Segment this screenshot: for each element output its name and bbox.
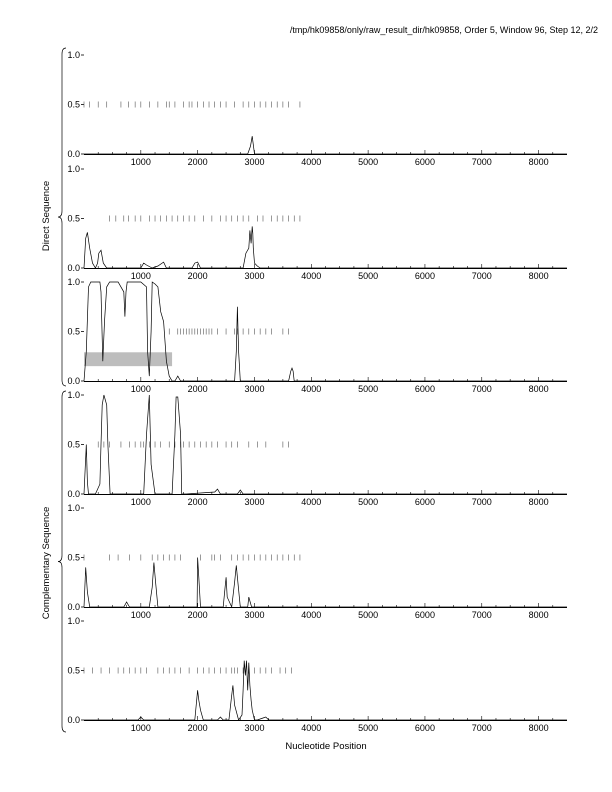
x-tick-label: 6000 — [414, 157, 435, 167]
x-tick-label: 5000 — [358, 384, 379, 394]
series-line — [84, 395, 567, 494]
y-tick-label: 0.0 — [67, 263, 80, 273]
y-tick-label: 0.5 — [67, 552, 80, 563]
y-tick-label: 1.0 — [67, 164, 80, 174]
x-tick-label: 3000 — [244, 497, 265, 507]
y-tick-label: 0.0 — [67, 715, 80, 725]
x-tick-label: 1000 — [130, 271, 151, 281]
x-tick-label: 6000 — [414, 384, 435, 394]
panel-5 — [67, 503, 567, 620]
x-tick-label: 4000 — [301, 157, 322, 167]
x-tick-label: 2000 — [187, 497, 208, 507]
complementary-sequence-label: Complementary Sequence — [41, 506, 52, 620]
x-tick-label: 5000 — [358, 157, 379, 167]
series-line — [84, 558, 567, 608]
x-tick-label: 2000 — [187, 157, 208, 167]
panel-3 — [67, 277, 567, 394]
x-tick-label: 3000 — [244, 271, 265, 281]
x-tick-label: 4000 — [301, 610, 322, 620]
x-tick-label: 6000 — [414, 271, 435, 281]
y-tick-label: 0.0 — [67, 602, 80, 612]
y-tick-label: 0.0 — [67, 149, 80, 159]
x-tick-label: 3000 — [244, 384, 265, 394]
x-tick-label: 1000 — [130, 497, 151, 507]
series-line — [84, 661, 567, 720]
x-tick-label: 2000 — [187, 610, 208, 620]
series-line — [84, 136, 567, 154]
x-tick-label: 6000 — [414, 723, 435, 733]
x-tick-label: 3000 — [244, 723, 265, 733]
panels-layer — [67, 50, 567, 733]
x-tick-label: 7000 — [471, 497, 492, 507]
x-tick-label: 1000 — [130, 610, 151, 620]
x-tick-label: 5000 — [358, 497, 379, 507]
x-tick-label: 8000 — [528, 610, 549, 620]
x-tick-label: 8000 — [528, 723, 549, 733]
x-tick-label: 3000 — [244, 610, 265, 620]
x-tick-label: 4000 — [301, 271, 322, 281]
x-tick-label: 2000 — [187, 271, 208, 281]
x-tick-label: 7000 — [471, 157, 492, 167]
x-tick-label: 7000 — [471, 723, 492, 733]
series-line — [84, 226, 567, 268]
y-tick-label: 1.0 — [67, 390, 80, 400]
x-tick-label: 1000 — [130, 723, 151, 733]
panel-6 — [67, 616, 567, 733]
y-tick-label: 0.5 — [67, 665, 80, 676]
shaded-region — [84, 352, 172, 366]
x-tick-label: 8000 — [528, 497, 549, 507]
panel-1 — [67, 50, 567, 167]
x-tick-label: 4000 — [301, 723, 322, 733]
x-axis-label: Nucleotide Position — [285, 741, 367, 752]
complementary-group-bracket — [58, 391, 66, 732]
x-tick-label: 5000 — [358, 271, 379, 281]
x-tick-label: 7000 — [471, 384, 492, 394]
x-tick-label: 4000 — [301, 384, 322, 394]
x-tick-label: 8000 — [528, 384, 549, 394]
y-tick-label: 0.5 — [67, 213, 80, 224]
x-tick-label: 5000 — [358, 610, 379, 620]
y-tick-label: 1.0 — [67, 503, 80, 513]
x-tick-label: 7000 — [471, 271, 492, 281]
y-tick-label: 0.5 — [67, 326, 80, 337]
x-tick-label: 1000 — [130, 157, 151, 167]
y-tick-label: 1.0 — [67, 616, 80, 626]
x-tick-label: 6000 — [414, 497, 435, 507]
x-tick-label: 6000 — [414, 610, 435, 620]
direct-sequence-label: Direct Sequence — [41, 180, 52, 252]
y-tick-label: 1.0 — [67, 277, 80, 287]
x-tick-label: 2000 — [187, 723, 208, 733]
x-tick-label: 2000 — [187, 384, 208, 394]
direct-group-bracket — [58, 48, 66, 386]
x-tick-label: 7000 — [471, 610, 492, 620]
panel-4 — [67, 390, 567, 507]
y-tick-label: 0.0 — [67, 489, 80, 499]
y-tick-label: 0.0 — [67, 376, 80, 386]
x-tick-label: 8000 — [528, 157, 549, 167]
figure-title: /tmp/hk09858/only/raw_result_dir/hk09858, Order 5, Window 96, Step 12, 2/2 — [289, 25, 598, 35]
panel-2 — [67, 164, 567, 281]
bracket-layer — [58, 48, 66, 732]
x-tick-label: 3000 — [244, 157, 265, 167]
x-tick-label: 1000 — [130, 384, 151, 394]
x-tick-label: 5000 — [358, 723, 379, 733]
y-tick-label: 1.0 — [67, 50, 80, 60]
y-tick-label: 0.5 — [67, 439, 80, 450]
x-tick-label: 8000 — [528, 271, 549, 281]
x-tick-label: 4000 — [301, 497, 322, 507]
y-tick-label: 0.5 — [67, 99, 80, 110]
